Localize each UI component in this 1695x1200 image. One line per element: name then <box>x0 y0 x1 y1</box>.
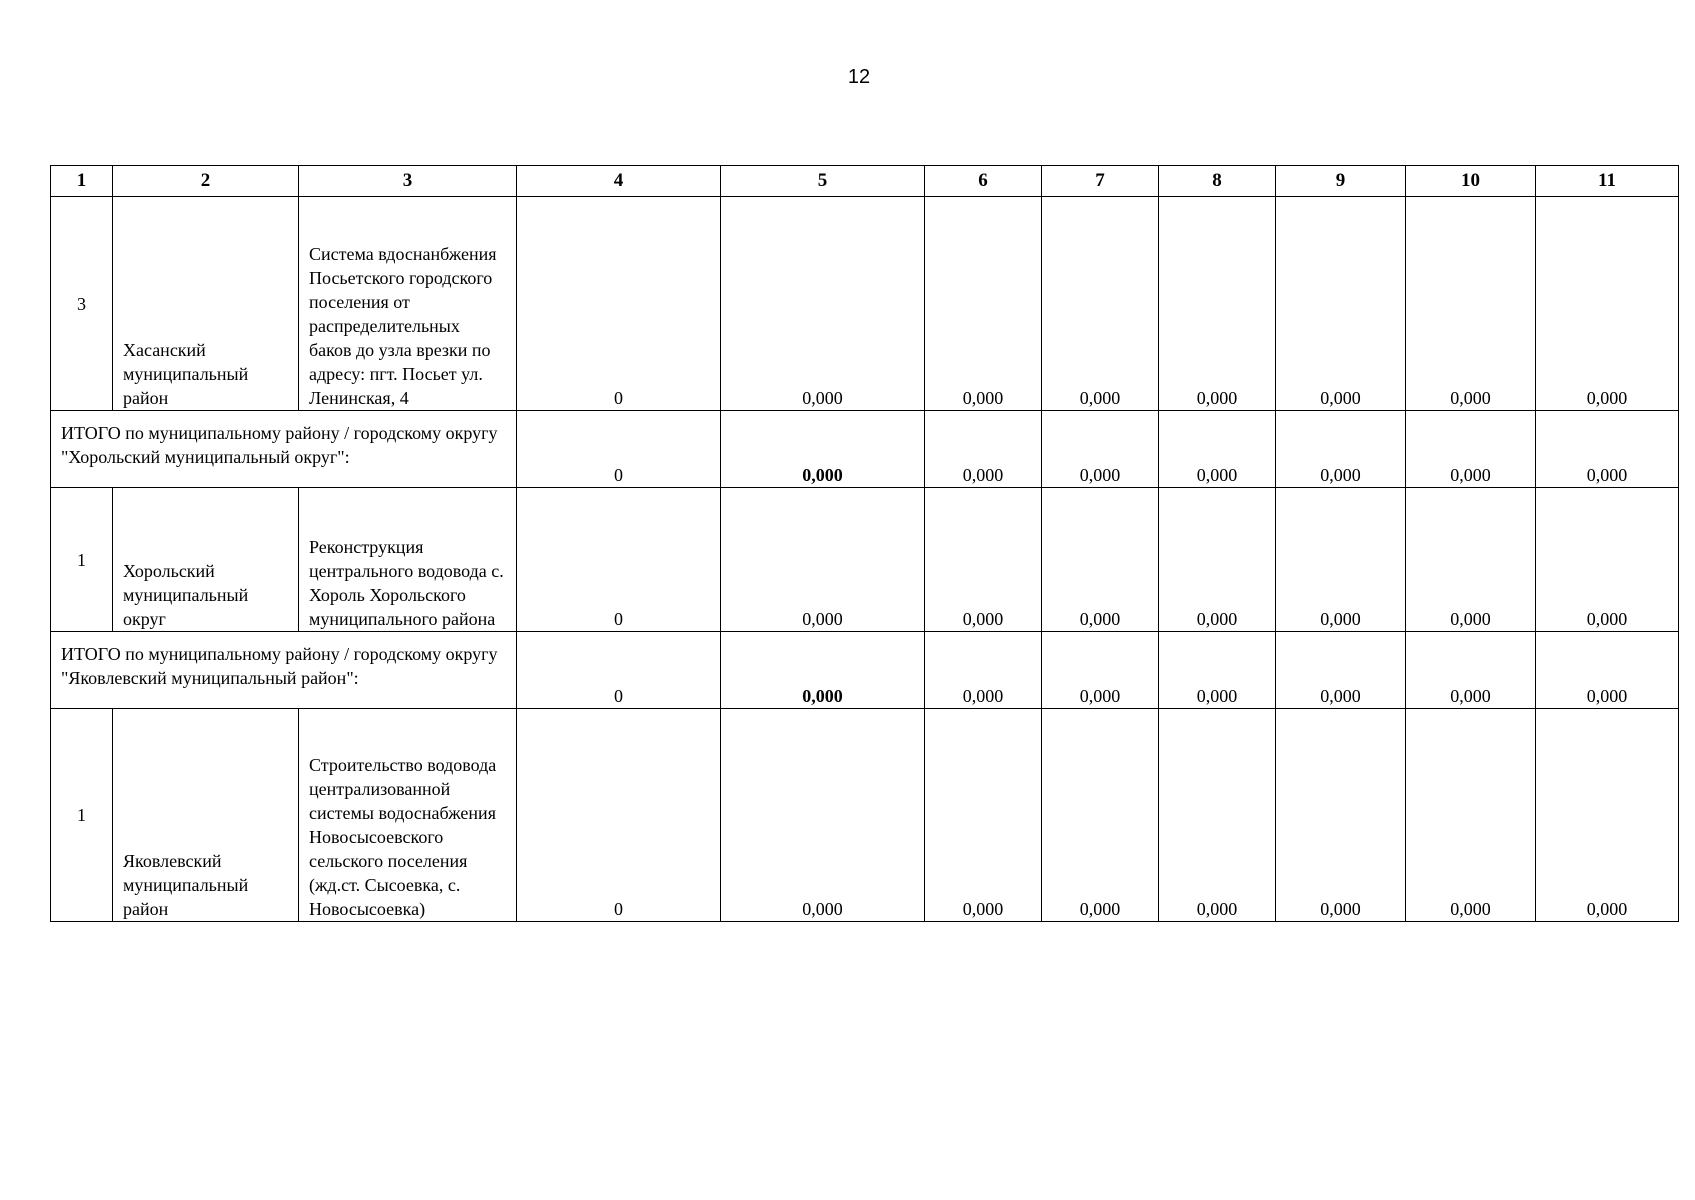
table-row <box>51 197 1679 411</box>
value-cell: 0,000 <box>925 488 1042 632</box>
value-cell: 0,000 <box>1536 197 1679 411</box>
column-header: 1 <box>51 166 113 197</box>
total-value-cell: 0,000 <box>1536 411 1679 488</box>
district-name: Хорольский муниципальный округ <box>113 488 299 632</box>
column-header: 8 <box>1159 166 1276 197</box>
total-value-cell: 0,000 <box>925 632 1042 709</box>
total-value-cell: 0,000 <box>1159 411 1276 488</box>
column-header: 5 <box>721 166 925 197</box>
total-value-cell: 0,000 <box>1159 632 1276 709</box>
table-row <box>51 488 1679 632</box>
total-value-cell: 0,000 <box>925 411 1042 488</box>
project-name: Система вдоснанбжения Посьетского городского поселения от распределительных баков до узла врезки по адресу: пгт. Посьет ул. Ленинская, 4 <box>299 197 517 411</box>
column-header: 2 <box>113 166 299 197</box>
total-value-cell: 0 <box>517 632 721 709</box>
row-number: 1 <box>51 488 113 632</box>
value-cell: 0 <box>517 197 721 411</box>
value-cell: 0,000 <box>1042 709 1159 922</box>
table-header-row <box>51 166 1679 197</box>
total-value-cell: 0,000 <box>1536 632 1679 709</box>
district-name: Хасанский муниципальный район <box>113 197 299 411</box>
value-cell: 0,000 <box>1159 709 1276 922</box>
total-value-cell: 0,000 <box>721 411 925 488</box>
value-cell: 0,000 <box>1042 488 1159 632</box>
total-value-cell: 0,000 <box>1042 632 1159 709</box>
column-header: 7 <box>1042 166 1159 197</box>
value-cell: 0,000 <box>1276 488 1406 632</box>
total-value-cell: 0,000 <box>1276 632 1406 709</box>
column-header: 6 <box>925 166 1042 197</box>
total-label: ИТОГО по муниципальному району / городскому округу "Яковлевский муниципальный район": <box>51 632 517 709</box>
value-cell: 0,000 <box>1536 488 1679 632</box>
value-cell: 0,000 <box>1159 488 1276 632</box>
budget-table <box>50 165 1679 922</box>
value-cell: 0,000 <box>721 197 925 411</box>
value-cell: 0 <box>517 488 721 632</box>
total-value-cell: 0,000 <box>1042 411 1159 488</box>
page-number: 12 <box>847 66 871 88</box>
column-header: 3 <box>299 166 517 197</box>
total-value-cell: 0 <box>517 411 721 488</box>
total-row <box>51 632 1679 709</box>
table-row <box>51 709 1679 922</box>
value-cell: 0,000 <box>1276 709 1406 922</box>
value-cell: 0,000 <box>925 197 1042 411</box>
total-value-cell: 0,000 <box>1406 411 1536 488</box>
value-cell: 0,000 <box>1406 488 1536 632</box>
row-number: 1 <box>51 709 113 922</box>
value-cell: 0 <box>517 709 721 922</box>
value-cell: 0,000 <box>1406 709 1536 922</box>
value-cell: 0,000 <box>721 488 925 632</box>
column-header: 4 <box>517 166 721 197</box>
value-cell: 0,000 <box>1042 197 1159 411</box>
project-name: Строительство водовода централизованной системы водоснабжения Новосысоевского сельского поселения (жд.ст. Сысоевка, с. Новосысоевка) <box>299 709 517 922</box>
column-header: 11 <box>1536 166 1679 197</box>
value-cell: 0,000 <box>1536 709 1679 922</box>
column-header: 10 <box>1406 166 1536 197</box>
total-label: ИТОГО по муниципальному району / городскому округу "Хорольский муниципальный округ": <box>51 411 517 488</box>
value-cell: 0,000 <box>1406 197 1536 411</box>
column-header: 9 <box>1276 166 1406 197</box>
total-value-cell: 0,000 <box>721 632 925 709</box>
value-cell: 0,000 <box>721 709 925 922</box>
value-cell: 0,000 <box>1159 197 1276 411</box>
total-value-cell: 0,000 <box>1276 411 1406 488</box>
project-name: Реконструкция центрального водовода с. Хороль Хорольского муниципального района <box>299 488 517 632</box>
total-value-cell: 0,000 <box>1406 632 1536 709</box>
value-cell: 0,000 <box>1276 197 1406 411</box>
row-number: 3 <box>51 197 113 411</box>
total-row <box>51 411 1679 488</box>
value-cell: 0,000 <box>925 709 1042 922</box>
district-name: Яковлевский муниципальный район <box>113 709 299 922</box>
